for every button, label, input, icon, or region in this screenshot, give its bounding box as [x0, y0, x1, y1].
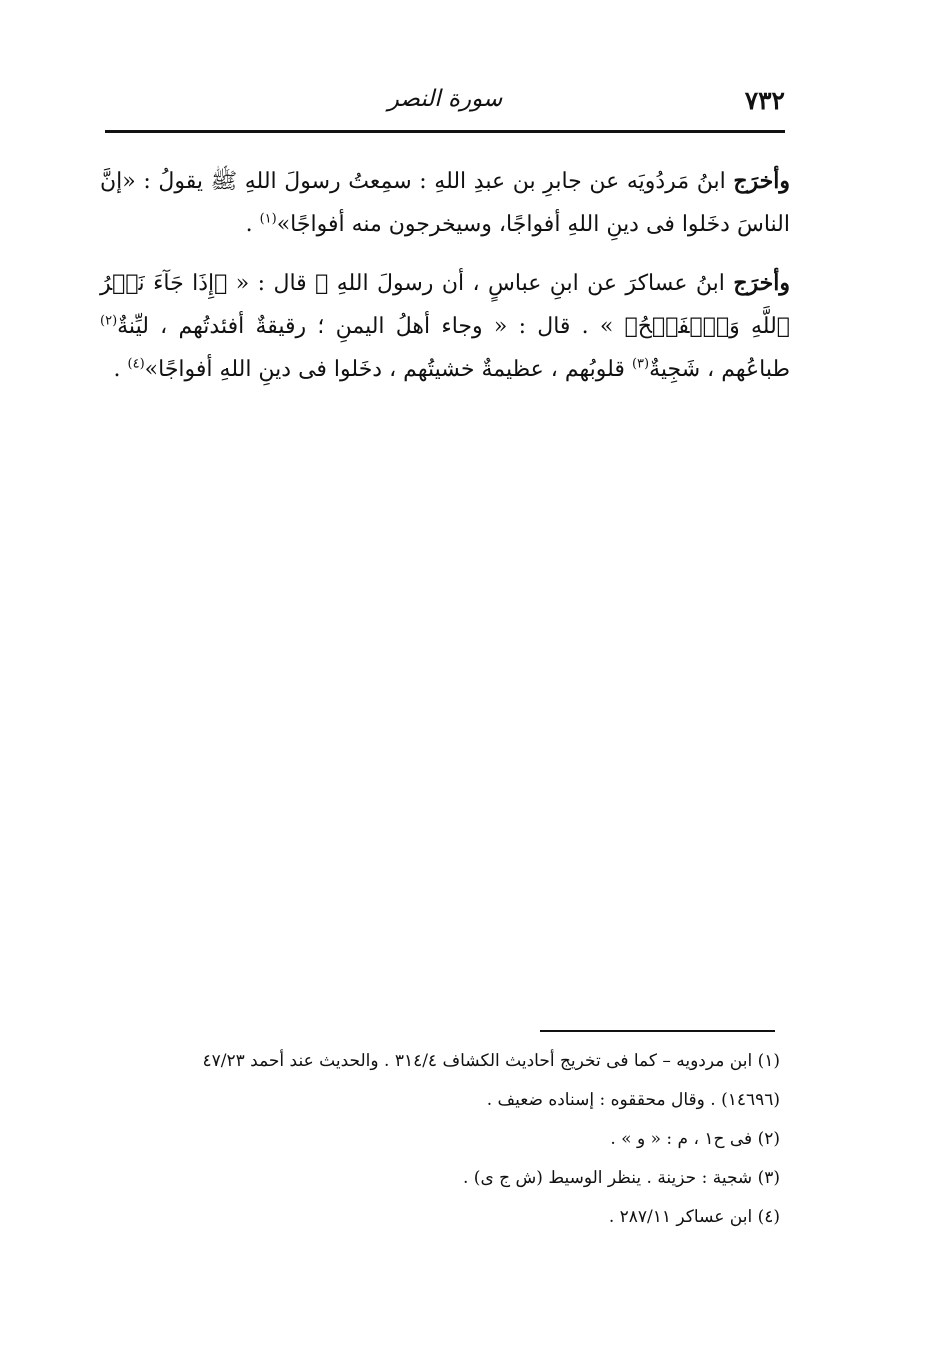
footnote-marker: (١)	[259, 211, 277, 227]
paragraph-text: ابنُ مَردُويَه عن جابرِ بن عبدِ اللهِ : سمِعتُ رسولَ اللهِ ﷺ يقولُ : «إنَّ الناسَ دخَلوا فى دينِ اللهِ أفواجًا، وسيخرجون منه أفواجًا»	[100, 169, 790, 237]
footnote: (١) ابن مردويه – كما فى تخريج أحاديث الكشاف ٣١٤/٤ . والحديث عند أحمد ٤٧/٢٣	[202, 1051, 780, 1071]
paragraph-tail: .	[113, 357, 128, 382]
footnote: (٤) ابن عساكر ٢٨٧/١١ .	[608, 1207, 780, 1227]
page-number: ٧٣٢	[744, 86, 785, 115]
header-rule	[105, 130, 785, 133]
paragraph-text: قلوبُهم ، عظيمةٌ خشيتُهم ، دخَلوا فى دينِ اللهِ أفواجًا»	[144, 357, 632, 382]
paragraph-tail: .	[245, 212, 260, 237]
paragraph-text: طباعُهم ، شَجِيةٌ	[649, 357, 790, 382]
paragraph-text: ابنُ عساكرَ عن ابنِ عباسٍ ، أن رسولَ اللهِ ﷺ قال : « ﴿إِذَا جَآءَ نَصۡرُ ٱللَّهِ وَٱلۡفَتۡحُ﴾ » . قال : « وجاء أهلُ اليمنِ ؛ رقيقةٌ أفئدتُهم ، ليِّنةٌ	[100, 271, 790, 339]
footnotes	[100, 1042, 780, 1237]
footnote: (٣) شجية : حزينة . ينظر الوسيط (ش ج ى) .	[463, 1168, 780, 1188]
footnote-marker: (٣)	[631, 356, 650, 372]
main-text	[100, 160, 790, 407]
footnote-marker: (٤)	[127, 356, 145, 372]
footnote-marker: (٢)	[100, 313, 118, 329]
page-header	[105, 82, 785, 128]
paragraph-2	[100, 262, 790, 391]
paragraph-lead: وأخرَج	[733, 168, 790, 194]
footnote: (٢) فى ح١ ، م : « و » .	[610, 1129, 780, 1149]
paragraph-1	[100, 160, 790, 246]
footnote-rule	[540, 1030, 775, 1032]
footnote: (١٤٦٩٦) . وقال محققوه : إسناده ضعيف .	[486, 1090, 780, 1110]
paragraph-lead: وأخرَج	[733, 270, 790, 296]
surah-title: سورة النصر	[387, 86, 503, 112]
